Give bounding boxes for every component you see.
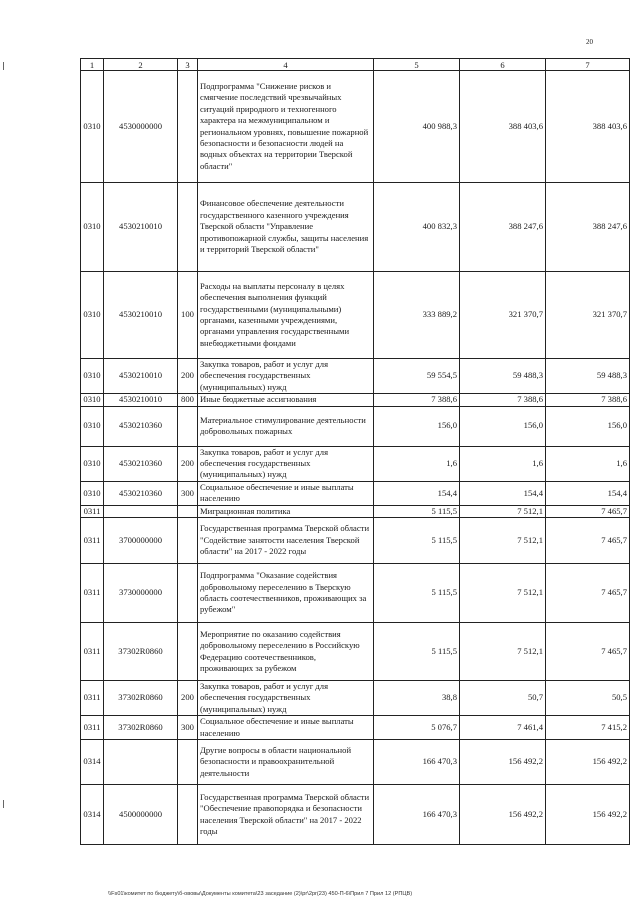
section-code-cell: 0311 bbox=[81, 716, 104, 740]
amount-col-5-cell: 156,0 bbox=[374, 406, 460, 446]
description-cell: Закупка товаров, работ и услуг для обеспечения государственных (муниципальных) нужд bbox=[198, 681, 374, 716]
section-code-cell: 0311 bbox=[81, 623, 104, 681]
target-article-cell: 4530210010 bbox=[104, 183, 178, 272]
expense-type-cell: 100 bbox=[178, 272, 198, 359]
amount-col-6-cell: 7 388,6 bbox=[460, 394, 546, 406]
amount-col-6-cell: 388 247,6 bbox=[460, 183, 546, 272]
table-body bbox=[81, 71, 630, 845]
amount-col-6-cell: 154,4 bbox=[460, 481, 546, 505]
amount-col-5-cell: 5 115,5 bbox=[374, 623, 460, 681]
amount-col-6-cell: 1,6 bbox=[460, 446, 546, 481]
table-row bbox=[81, 740, 630, 785]
header-col-2: 2 bbox=[104, 59, 178, 71]
target-article-cell: 4530210010 bbox=[104, 272, 178, 359]
amount-col-7-cell: 59 488,3 bbox=[546, 359, 630, 394]
section-code-cell: 0310 bbox=[81, 446, 104, 481]
target-article-cell: 37302R0860 bbox=[104, 681, 178, 716]
amount-col-7-cell: 156,0 bbox=[546, 406, 630, 446]
description-cell: Расходы на выплаты персоналу в целях обеспечения выполнения функций государственными (муниципальными) органами, казенными учреждениями, органами управления государственными внебюджетными фондами bbox=[198, 272, 374, 359]
table-row bbox=[81, 505, 630, 517]
amount-col-7-cell: 154,4 bbox=[546, 481, 630, 505]
expense-type-cell bbox=[178, 740, 198, 785]
expense-type-cell bbox=[178, 406, 198, 446]
table-header-row bbox=[81, 59, 630, 71]
amount-col-7-cell: 7 465,7 bbox=[546, 518, 630, 564]
amount-col-7-cell: 388 403,6 bbox=[546, 71, 630, 183]
table-row bbox=[81, 394, 630, 406]
amount-col-5-cell: 400 832,3 bbox=[374, 183, 460, 272]
table-row bbox=[81, 71, 630, 183]
amount-col-5-cell: 1,6 bbox=[374, 446, 460, 481]
table-row bbox=[81, 481, 630, 505]
amount-col-6-cell: 7 512,1 bbox=[460, 564, 546, 623]
amount-col-7-cell: 321 370,7 bbox=[546, 272, 630, 359]
target-article-cell: 3730000000 bbox=[104, 564, 178, 623]
amount-col-7-cell: 7 465,7 bbox=[546, 564, 630, 623]
expense-type-cell bbox=[178, 623, 198, 681]
target-article-cell: 3700000000 bbox=[104, 518, 178, 564]
expense-type-cell: 200 bbox=[178, 681, 198, 716]
amount-col-6-cell: 59 488,3 bbox=[460, 359, 546, 394]
section-code-cell: 0311 bbox=[81, 518, 104, 564]
expense-type-cell bbox=[178, 183, 198, 272]
section-code-cell: 0311 bbox=[81, 681, 104, 716]
amount-col-6-cell: 7 512,1 bbox=[460, 518, 546, 564]
amount-col-7-cell: 156 492,2 bbox=[546, 740, 630, 785]
section-code-cell: 0311 bbox=[81, 564, 104, 623]
section-code-cell: 0314 bbox=[81, 785, 104, 845]
table-row bbox=[81, 785, 630, 845]
target-article-cell: 4530210360 bbox=[104, 481, 178, 505]
header-col-5: 5 bbox=[374, 59, 460, 71]
description-cell: Государственная программа Тверской области "Содействие занятости населения Тверской области" на 2017 - 2022 годы bbox=[198, 518, 374, 564]
header-col-1: 1 bbox=[81, 59, 104, 71]
expense-type-cell bbox=[178, 505, 198, 517]
section-code-cell: 0311 bbox=[81, 505, 104, 517]
expense-type-cell: 200 bbox=[178, 359, 198, 394]
section-code-cell: 0310 bbox=[81, 272, 104, 359]
amount-col-6-cell: 388 403,6 bbox=[460, 71, 546, 183]
expense-type-cell: 200 bbox=[178, 446, 198, 481]
table-row bbox=[81, 716, 630, 740]
amount-col-6-cell: 7 512,1 bbox=[460, 505, 546, 517]
amount-col-5-cell: 5 115,5 bbox=[374, 564, 460, 623]
amount-col-6-cell: 7 512,1 bbox=[460, 623, 546, 681]
amount-col-5-cell: 400 988,3 bbox=[374, 71, 460, 183]
budget-table bbox=[80, 58, 630, 845]
target-article-cell: 4530210010 bbox=[104, 359, 178, 394]
amount-col-5-cell: 38,8 bbox=[374, 681, 460, 716]
target-article-cell bbox=[104, 740, 178, 785]
amount-col-7-cell: 50,5 bbox=[546, 681, 630, 716]
expense-type-cell: 800 bbox=[178, 394, 198, 406]
page-number: 20 bbox=[586, 38, 593, 46]
table-row bbox=[81, 359, 630, 394]
description-cell: Материальное стимулирование деятельности добровольных пожарных bbox=[198, 406, 374, 446]
section-code-cell: 0310 bbox=[81, 183, 104, 272]
amount-col-7-cell: 388 247,6 bbox=[546, 183, 630, 272]
amount-col-6-cell: 156 492,2 bbox=[460, 785, 546, 845]
amount-col-7-cell: 7 388,6 bbox=[546, 394, 630, 406]
amount-col-7-cell: 1,6 bbox=[546, 446, 630, 481]
table-row bbox=[81, 183, 630, 272]
amount-col-7-cell: 7 465,7 bbox=[546, 623, 630, 681]
header-col-7: 7 bbox=[546, 59, 630, 71]
amount-col-5-cell: 333 889,2 bbox=[374, 272, 460, 359]
section-code-cell: 0310 bbox=[81, 406, 104, 446]
description-cell: Закупка товаров, работ и услуг для обеспечения государственных (муниципальных) нужд bbox=[198, 446, 374, 481]
amount-col-6-cell: 156,0 bbox=[460, 406, 546, 446]
amount-col-5-cell: 5 115,5 bbox=[374, 518, 460, 564]
description-cell: Миграционная политика bbox=[198, 505, 374, 517]
header-col-3: 3 bbox=[178, 59, 198, 71]
header-col-4: 4 bbox=[198, 59, 374, 71]
description-cell: Иные бюджетные ассигнования bbox=[198, 394, 374, 406]
target-article-cell: 37302R0860 bbox=[104, 716, 178, 740]
table-row bbox=[81, 623, 630, 681]
target-article-cell: 4530210010 bbox=[104, 394, 178, 406]
amount-col-6-cell: 50,7 bbox=[460, 681, 546, 716]
amount-col-5-cell: 154,4 bbox=[374, 481, 460, 505]
description-cell: Мероприятие по оказанию содействия добровольному переселению в Российскую Федерацию соотечественников, проживающих за рубежом bbox=[198, 623, 374, 681]
expense-type-cell: 300 bbox=[178, 481, 198, 505]
table-row bbox=[81, 564, 630, 623]
expense-type-cell bbox=[178, 71, 198, 183]
amount-col-5-cell: 5 115,5 bbox=[374, 505, 460, 517]
section-code-cell: 0310 bbox=[81, 359, 104, 394]
margin-mark-bottom bbox=[3, 800, 4, 808]
description-cell: Государственная программа Тверской области "Обеспечение правопорядка и безопасности населения Тверской области" на 2017 - 2022 годы bbox=[198, 785, 374, 845]
section-code-cell: 0310 bbox=[81, 394, 104, 406]
target-article-cell: 4530210360 bbox=[104, 406, 178, 446]
amount-col-7-cell: 7 465,7 bbox=[546, 505, 630, 517]
description-cell: Другие вопросы в области национальной безопасности и правоохранительной деятельности bbox=[198, 740, 374, 785]
table-row bbox=[81, 518, 630, 564]
footer-file-path: \\Fs01\комитет по бюджету\б-ововы\Документы комитета\23 заседание (2)\pr\2pr(23) 450-П-6\Прил 7 Прил 12 (РПЦВ) bbox=[108, 891, 413, 897]
amount-col-6-cell: 7 461,4 bbox=[460, 716, 546, 740]
target-article-cell bbox=[104, 505, 178, 517]
table-row bbox=[81, 406, 630, 446]
amount-col-6-cell: 156 492,2 bbox=[460, 740, 546, 785]
expense-type-cell bbox=[178, 785, 198, 845]
amount-col-7-cell: 156 492,2 bbox=[546, 785, 630, 845]
expense-type-cell: 300 bbox=[178, 716, 198, 740]
table-row bbox=[81, 272, 630, 359]
description-cell: Подпрограмма "Оказание содействия добровольному переселению в Тверскую область соотечественников, проживающих за рубежом" bbox=[198, 564, 374, 623]
target-article-cell: 4530210360 bbox=[104, 446, 178, 481]
expense-type-cell bbox=[178, 564, 198, 623]
description-cell: Финансовое обеспечение деятельности государственного казенного учреждения Тверской области "Управление противопожарной службы, защиты населения и территорий Тверской области" bbox=[198, 183, 374, 272]
margin-mark-top bbox=[3, 62, 4, 70]
section-code-cell: 0310 bbox=[81, 481, 104, 505]
target-article-cell: 4530000000 bbox=[104, 71, 178, 183]
expense-type-cell bbox=[178, 518, 198, 564]
amount-col-5-cell: 59 554,5 bbox=[374, 359, 460, 394]
description-cell: Подпрограмма "Снижение рисков и смягчение последствий чрезвычайных ситуаций природного и техногенного характера на межмуниципальном и региональном уровнях, повышение пожарной безопасности и безопасности людей на водных объектах на территории Тверской области" bbox=[198, 71, 374, 183]
amount-col-5-cell: 166 470,3 bbox=[374, 740, 460, 785]
table-row bbox=[81, 681, 630, 716]
amount-col-5-cell: 166 470,3 bbox=[374, 785, 460, 845]
description-cell: Социальное обеспечение и иные выплаты населению bbox=[198, 716, 374, 740]
amount-col-5-cell: 5 076,7 bbox=[374, 716, 460, 740]
target-article-cell: 37302R0860 bbox=[104, 623, 178, 681]
amount-col-5-cell: 7 388,6 bbox=[374, 394, 460, 406]
header-col-6: 6 bbox=[460, 59, 546, 71]
section-code-cell: 0310 bbox=[81, 71, 104, 183]
description-cell: Социальное обеспечение и иные выплаты населению bbox=[198, 481, 374, 505]
table-row bbox=[81, 446, 630, 481]
amount-col-7-cell: 7 415,2 bbox=[546, 716, 630, 740]
description-cell: Закупка товаров, работ и услуг для обеспечения государственных (муниципальных) нужд bbox=[198, 359, 374, 394]
section-code-cell: 0314 bbox=[81, 740, 104, 785]
amount-col-6-cell: 321 370,7 bbox=[460, 272, 546, 359]
target-article-cell: 4500000000 bbox=[104, 785, 178, 845]
